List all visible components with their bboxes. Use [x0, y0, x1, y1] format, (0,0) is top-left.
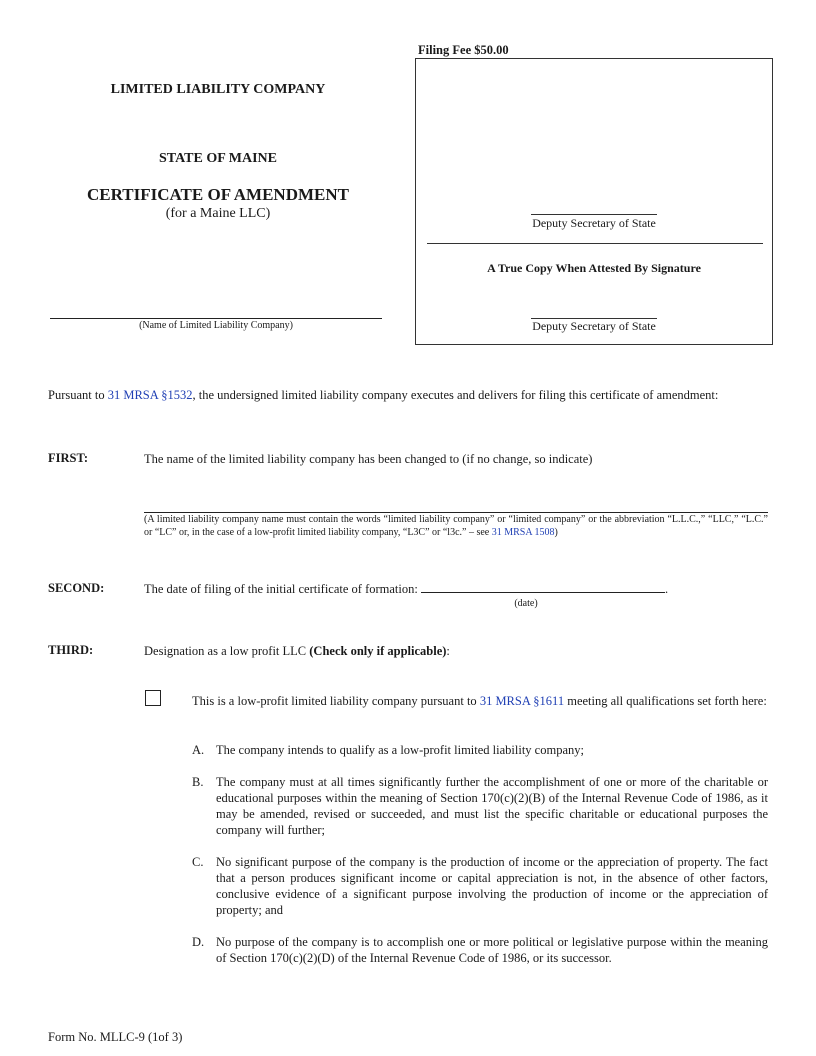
intro-suffix: , the undersigned limited liability company executes and delivers for filing this certificate of amendment:	[192, 388, 719, 402]
statute-link-1532[interactable]: 31 MRSA §1532	[107, 388, 193, 402]
item-b-letter: B.	[192, 775, 204, 789]
low-profit-statement	[192, 693, 768, 709]
third-label: THIRD:	[48, 643, 94, 657]
intro-prefix: Pursuant to	[48, 388, 108, 402]
item-a-letter: A.	[192, 743, 205, 757]
first-note-text: (A limited liability company name must contain the words “limited liability company” or “limited company” or the abbreviation “L.L.C.,” “LLC,” “L.C.” or “LC” or, in the case of a low-profit limited liability company, “L3C” or “l3c.” – see	[144, 514, 768, 538]
third-end: :	[446, 644, 450, 658]
company-name-line[interactable]	[50, 318, 382, 319]
second-label: SECOND:	[48, 581, 105, 595]
low-profit-suffix: meeting all qualifications set forth here:	[564, 694, 767, 708]
deputy-signature-line-1	[531, 214, 657, 215]
new-name-line[interactable]	[144, 512, 768, 513]
item-d-text: No purpose of the company is to accomplish one or more political or legislative purpose within the meaning of Section 170(c)(2)(D) of the Internal Revenue Code of 1986, or its successor.	[216, 935, 768, 965]
third-text	[144, 643, 764, 659]
true-copy-label: A True Copy When Attested By Signature	[487, 261, 701, 275]
second-text-label: The date of filing of the initial certificate of formation:	[144, 582, 421, 596]
form-number: Form No. MLLC-9 (1of 3)	[48, 1030, 183, 1044]
second-end: .	[664, 582, 669, 596]
item-b-text: The company must at all times significantly further the accomplishment of one or more of the charitable or educational purposes within the meaning of Section 170(c)(2)(B) of the Internal Revenue Code of 1986, as it may be amended, revised or succeeded, and must list the specific charitable or educational purposes the company will further;	[216, 775, 768, 837]
certificate-title: CERTIFICATE OF AMENDMENT	[87, 185, 349, 204]
statute-link-1611[interactable]: 31 MRSA §1611	[479, 694, 565, 708]
company-name-caption: (Name of Limited Liability Company)	[139, 320, 293, 331]
filing-office-box	[415, 58, 773, 345]
third-text-label: Designation as a low profit LLC	[144, 644, 310, 658]
certificate-subtitle: (for a Maine LLC)	[165, 206, 271, 221]
intro-paragraph	[48, 387, 788, 403]
box-divider	[427, 243, 763, 244]
date-caption: (date)	[514, 598, 538, 609]
filing-date-line[interactable]	[421, 581, 665, 593]
first-text: The name of the limited liability company has been changed to (if no change, so indicate)	[144, 452, 593, 466]
third-check-note: (Check only if applicable)	[309, 644, 447, 658]
deputy-label-1: Deputy Secretary of State	[532, 216, 656, 230]
low-profit-prefix: This is a low-profit limited liability company pursuant to	[192, 694, 480, 708]
statute-link-1508[interactable]: 31 MRSA 1508	[491, 526, 555, 538]
low-profit-checkbox[interactable]	[145, 690, 161, 706]
filing-fee: Filing Fee $50.00	[418, 43, 509, 57]
first-note-end: )	[554, 526, 558, 538]
first-label: FIRST:	[48, 451, 89, 465]
state-heading: STATE OF MAINE	[159, 151, 277, 166]
deputy-label-2: Deputy Secretary of State	[532, 319, 656, 333]
first-note	[144, 514, 768, 539]
item-c-letter: C.	[192, 855, 204, 869]
second-text	[144, 581, 784, 597]
item-a-text: The company intends to qualify as a low-profit limited liability company;	[216, 743, 584, 757]
item-d-letter: D.	[192, 935, 205, 949]
company-type-heading: LIMITED LIABILITY COMPANY	[110, 82, 326, 97]
item-c-text: No significant purpose of the company is the production of income or the appreciation of property. The fact that a person produces significant income or capital appreciation is not, in the absence of other factors, conclusive evidence of a significant purpose involving the production of income or the appreciation of property; and	[216, 855, 768, 917]
